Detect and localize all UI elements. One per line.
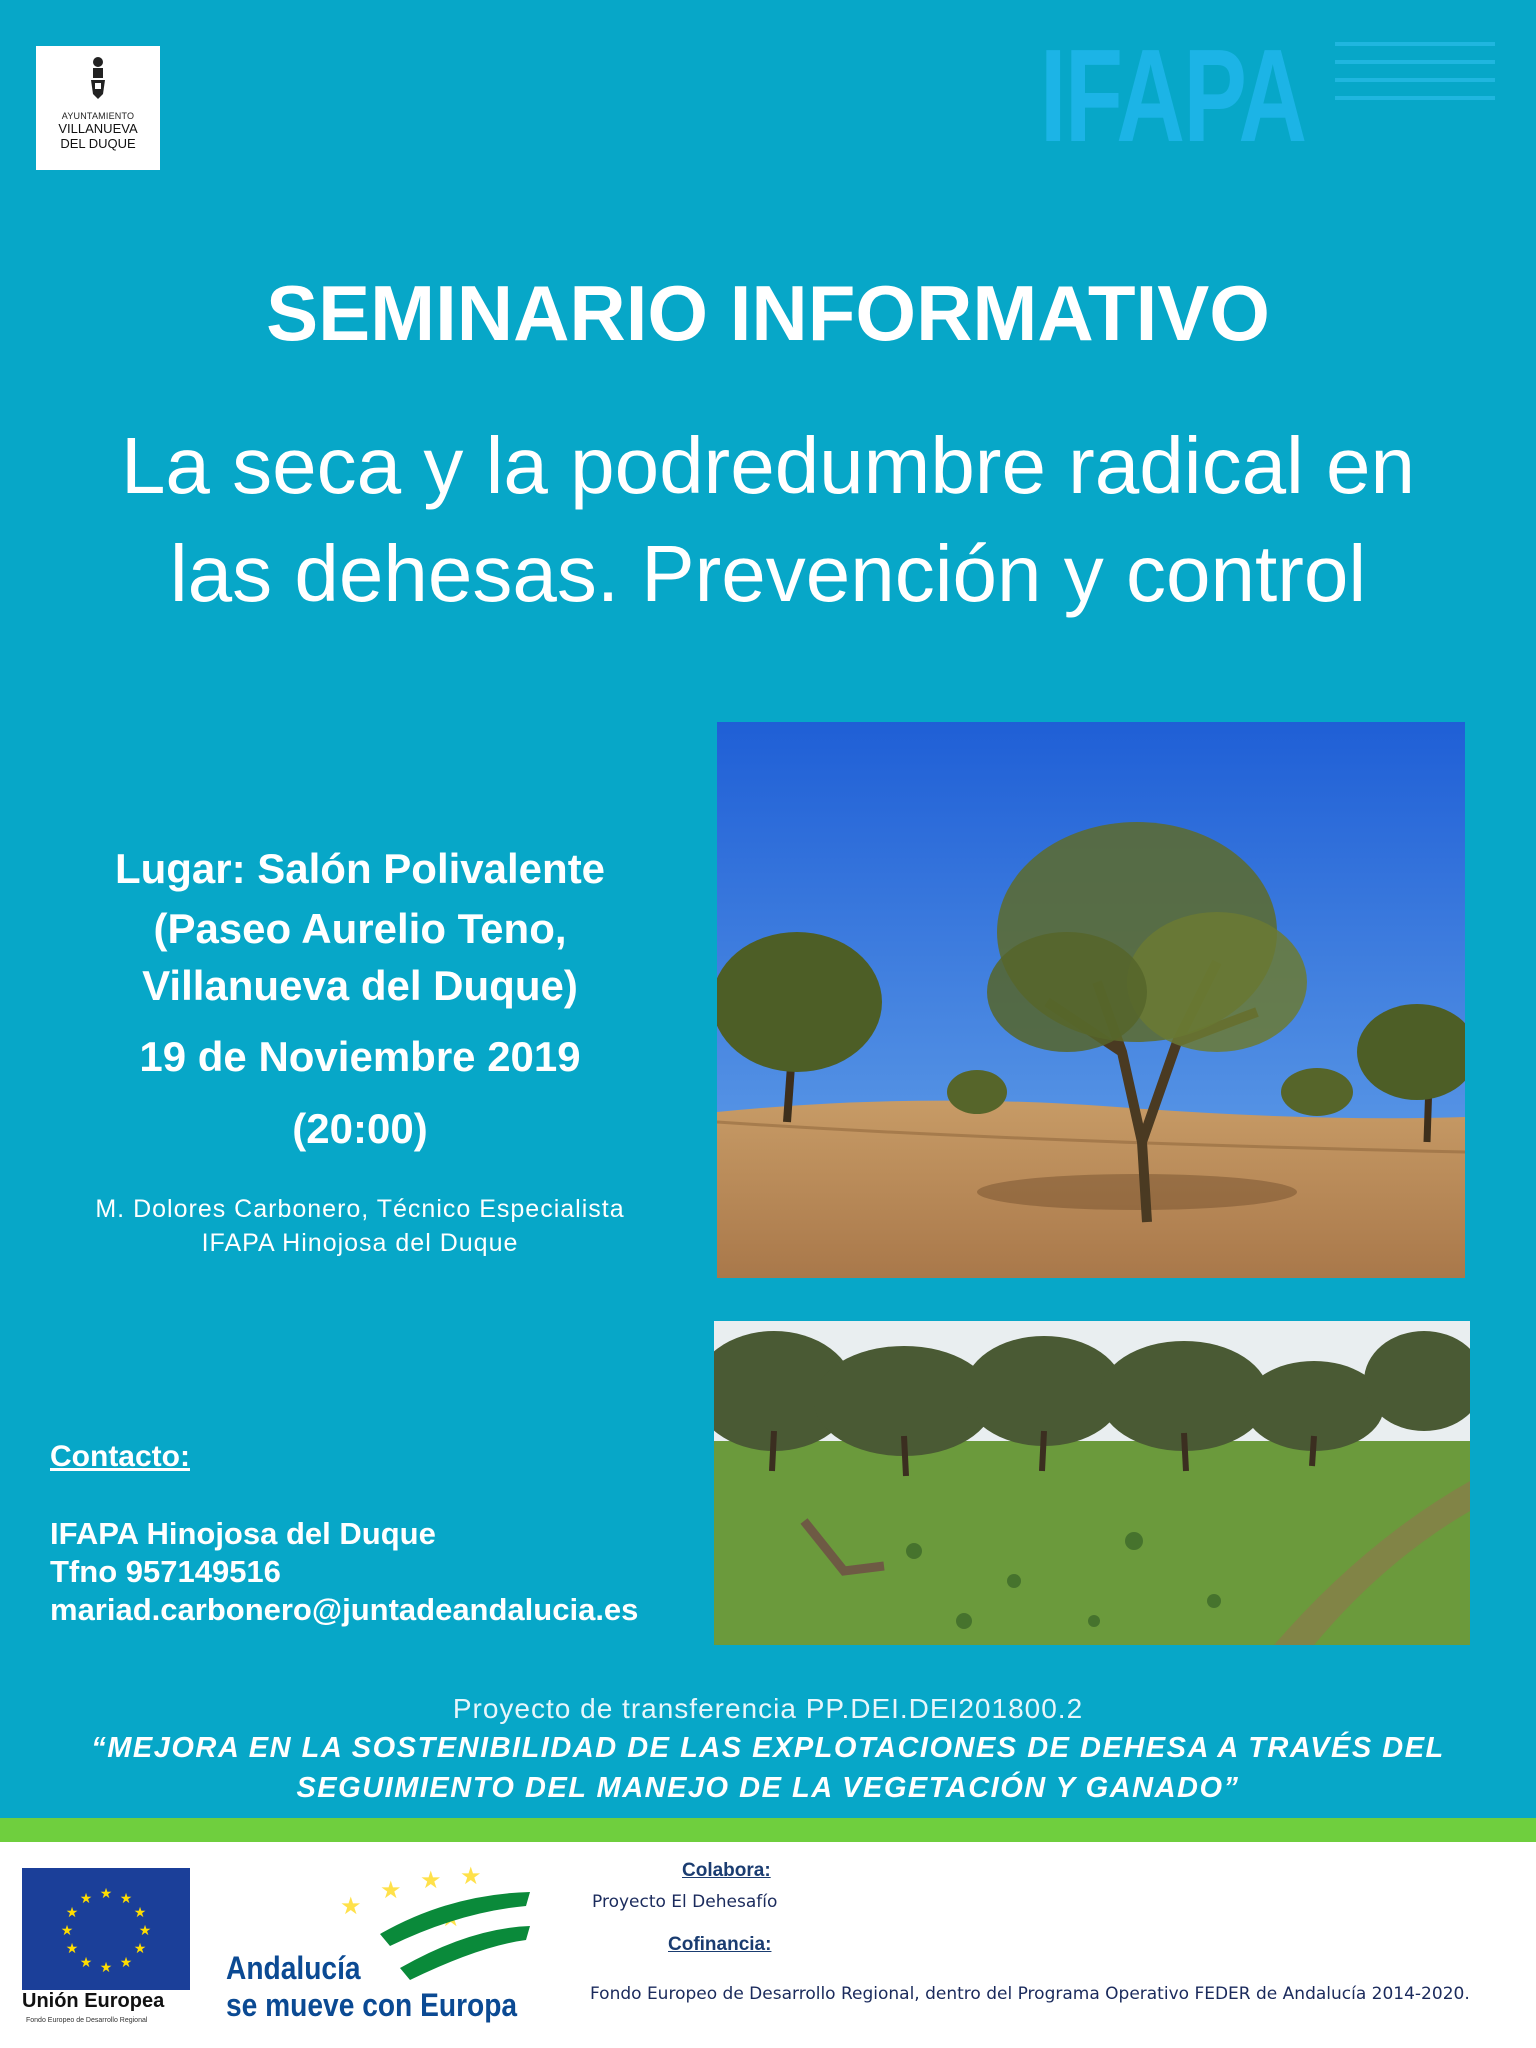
- event-place-line-2: (Paseo Aurelio Teno,: [153, 905, 567, 952]
- dehesa-photo-dry: [717, 722, 1465, 1278]
- svg-text:★: ★: [65, 1905, 79, 1921]
- colabora-heading: Colabora:: [682, 1860, 771, 1881]
- svg-text:★: ★: [380, 1876, 402, 1904]
- project-title-line-1: “MEJORA EN LA SOSTENIBILIDAD DE LAS EXPLOTACIONES DE DEHESA A TRAVÉS DEL: [91, 1732, 1445, 1764]
- svg-text:★: ★: [119, 1891, 133, 1907]
- svg-text:★: ★: [60, 1923, 74, 1939]
- eu-stars-icon: [22, 1868, 190, 1990]
- svg-text:★: ★: [99, 1960, 113, 1976]
- svg-text:★: ★: [420, 1866, 442, 1894]
- contact-org: IFAPA Hinojosa del Duque: [50, 1516, 436, 1551]
- svg-text:★: ★: [99, 1886, 113, 1902]
- svg-text:★: ★: [133, 1905, 147, 1921]
- seminar-subtitle: [0, 412, 1536, 628]
- footer: [0, 1842, 1536, 2048]
- eu-flag-icon: [22, 1868, 190, 1990]
- svg-text:★: ★: [460, 1864, 482, 1890]
- svg-text:★: ★: [65, 1941, 79, 1957]
- eu-label: Unión Europea: [22, 1990, 165, 2012]
- cofinancia-text: Fondo Europeo de Desarrollo Regional, dentro del Programa Operativo FEDER de Andalucía 2014-2020.: [590, 1984, 1470, 2004]
- andalucia-text-line-2: se mueve con Europa: [226, 1987, 518, 2023]
- svg-text:★: ★: [79, 1955, 93, 1971]
- eu-sub-label: Fondo Europeo de Desarrollo Regional: [26, 2017, 148, 2024]
- contact-phone[interactable]: Tfno 957149516: [50, 1554, 281, 1589]
- ayuntamiento-label: AYUNTAMIENTO: [61, 111, 135, 121]
- svg-text:★: ★: [119, 1955, 133, 1971]
- svg-text:★: ★: [79, 1891, 93, 1907]
- coat-of-arms-icon: [85, 56, 111, 100]
- ifapa-logo: IFAPA: [1040, 22, 1306, 169]
- subtitle-line-1: La seca y la podredumbre radical en: [120, 421, 1416, 510]
- dry-dehesa-illustration: [717, 722, 1465, 1278]
- ayuntamiento-logo: [36, 46, 160, 170]
- svg-text:★: ★: [138, 1923, 152, 1939]
- speaker-line-2: IFAPA Hinojosa del Duque: [201, 1229, 519, 1257]
- event-place-line-1: Lugar: Salón Polivalente: [114, 845, 606, 892]
- event-date: 19 de Noviembre 2019: [139, 1033, 581, 1080]
- ayuntamiento-name-line1: VILLANUEVA: [58, 121, 138, 136]
- colabora-text: Proyecto El Dehesafío: [592, 1892, 778, 1912]
- svg-text:★: ★: [340, 1892, 362, 1920]
- project-title-line-2: SEGUIMIENTO DEL MANEJO DE LA VEGETACIÓN Y GANADO”: [296, 1772, 1240, 1804]
- ifapa-logo-tagline-lines: [1335, 42, 1495, 114]
- event-time: (20:00): [292, 1105, 428, 1152]
- svg-text:★: ★: [133, 1941, 147, 1957]
- speaker-line-1: M. Dolores Carbonero, Técnico Especialista: [95, 1195, 625, 1223]
- dehesa-photo-green: [714, 1321, 1470, 1645]
- ayuntamiento-name-line2: DEL DUQUE: [60, 136, 136, 151]
- event-place-line-3: Villanueva del Duque): [142, 962, 578, 1009]
- contact-email[interactable]: mariad.carbonero@juntadeandalucia.es: [50, 1592, 639, 1627]
- cofinancia-heading: Cofinancia:: [668, 1934, 772, 1955]
- green-dehesa-illustration: [714, 1321, 1470, 1645]
- seminar-title: SEMINARIO INFORMATIVO: [266, 269, 1270, 357]
- green-divider: [0, 1818, 1536, 1842]
- contact-heading: Contacto:: [50, 1440, 190, 1473]
- andalucia-text-line-1: Andalucía: [226, 1950, 361, 1986]
- subtitle-line-2: las dehesas. Prevención y control: [169, 529, 1367, 618]
- project-code: Proyecto de transferencia PP.DEI.DEI201800.2: [452, 1693, 1084, 1724]
